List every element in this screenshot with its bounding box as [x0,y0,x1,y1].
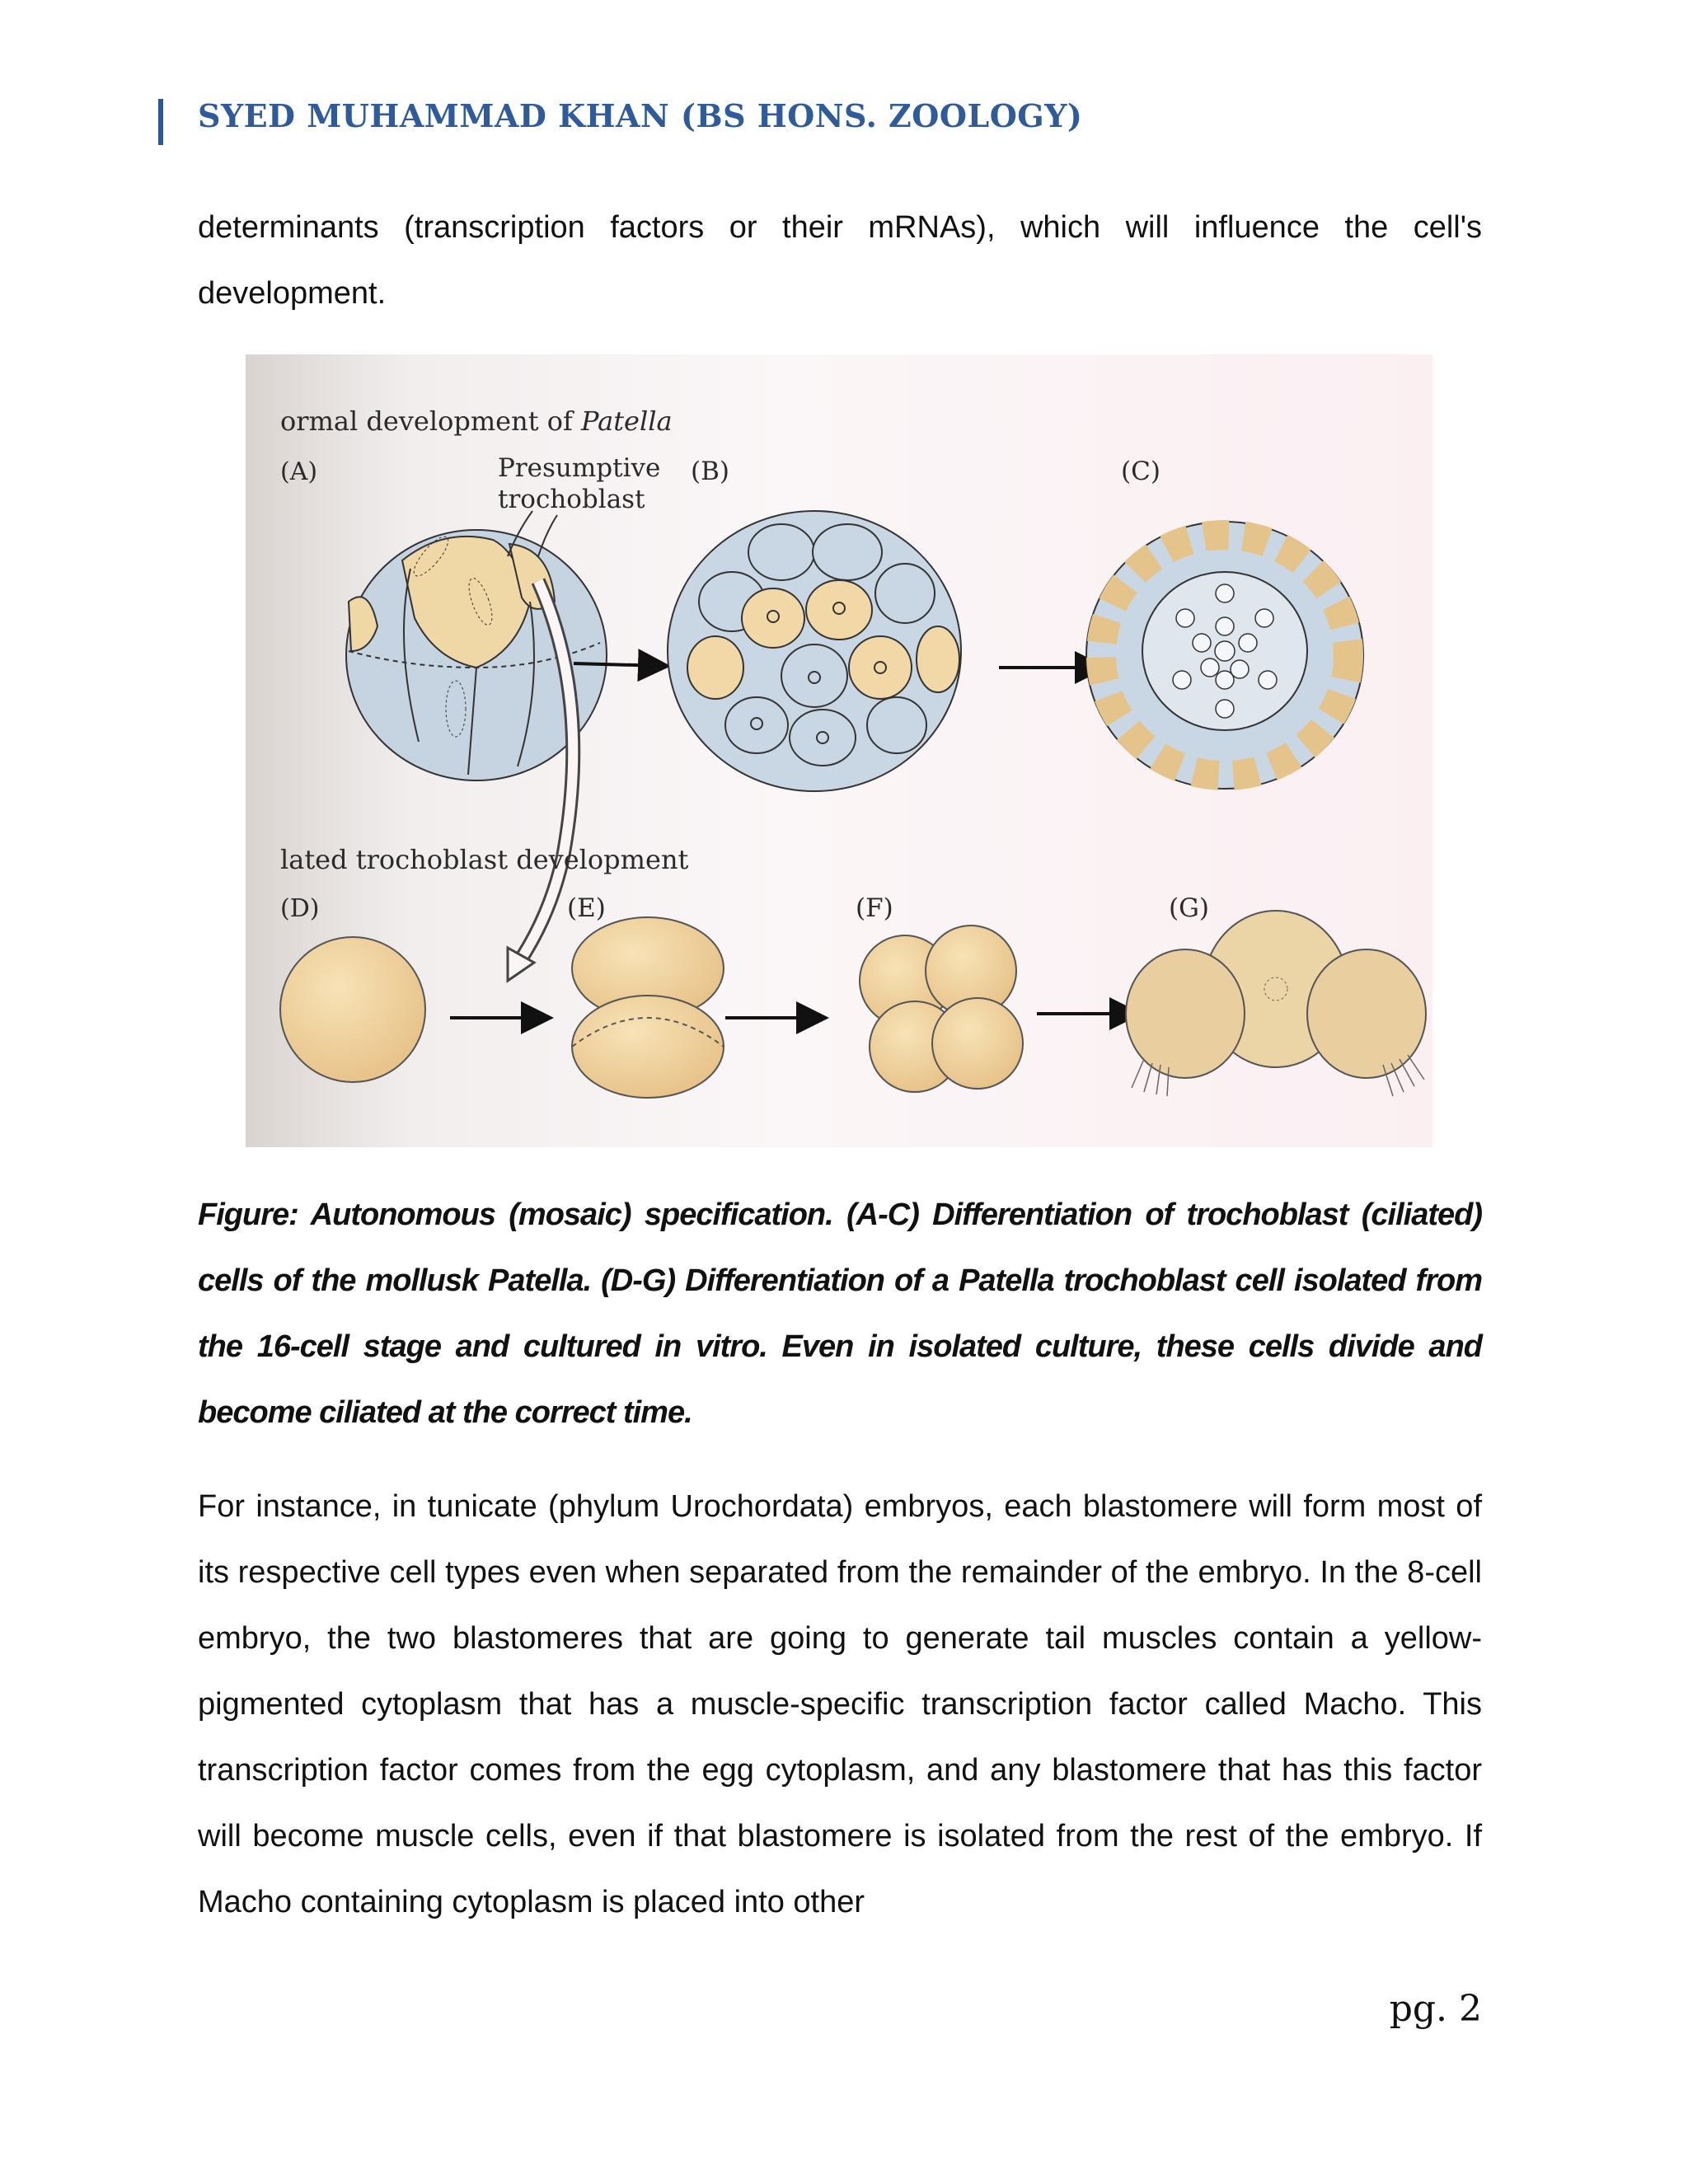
paragraph-1-text: determinants (transcription factors or their mRNAs), which will influence the cell's development. [198,210,1482,311]
label-g: (G) [1169,893,1209,923]
label-d: (D) [280,894,320,923]
paragraph-2 [198,1474,1482,1935]
figure-caption: Figure: Autonomous (mosaic) specification. (A-C) Differentiation of trochoblast (ciliated) cells of the mollusk Patella. (D-G) Differentiation of a Patella trochoblast cell isolated from the 16-cell stage and cultured in vitro. Even in isolated culture, these cells divide and become ciliated at the correct time. [198,1197,1482,1430]
embryo-c [1086,522,1363,789]
top-heading: ormal development of Patella [280,405,673,437]
label-f: (F) [856,893,893,923]
label-a: (A) [280,457,318,486]
cell-e [572,917,724,1098]
cell-f [860,926,1023,1092]
label-b: (B) [691,457,729,486]
presumptive-label-2: trochoblast [498,485,645,514]
cell-d [280,937,425,1082]
embryo-b [668,511,961,791]
presumptive-label-1: Presumptive [498,453,661,483]
paragraph-2-text: For instance, in tunicate (phylum Urochordata) embryos, each blastomere will form most of its respective cell types even when separated from the remainder of the embryo. In the 8-cell embryo, the two blastomeres that are going to generate tail muscles contain a yellow-pigmented cytoplasm that has a muscle-specific transcription factor called Macho. This transcription factor comes from the egg cytoplasm, and any blastomere that has this factor will become muscle cells, even if that blastomere is isolated from the rest of the embryo. If Macho containing cytoplasm is placed into other [198,1489,1482,1919]
bottom-heading: lated trochoblast development [280,844,689,875]
label-e: (E) [567,893,606,923]
figure-patella-development [246,354,1432,1147]
header-accent-bar [158,99,163,145]
figure-illustration [246,354,1432,1147]
paragraph-1 [198,194,1482,326]
page-number: pg. 2 [1389,1988,1482,2030]
cell-g [1126,911,1426,1096]
header-title: SYED MUHAMMAD KHAN (BS HONS. ZOOLOGY) [198,97,1083,134]
label-c: (C) [1121,457,1160,486]
